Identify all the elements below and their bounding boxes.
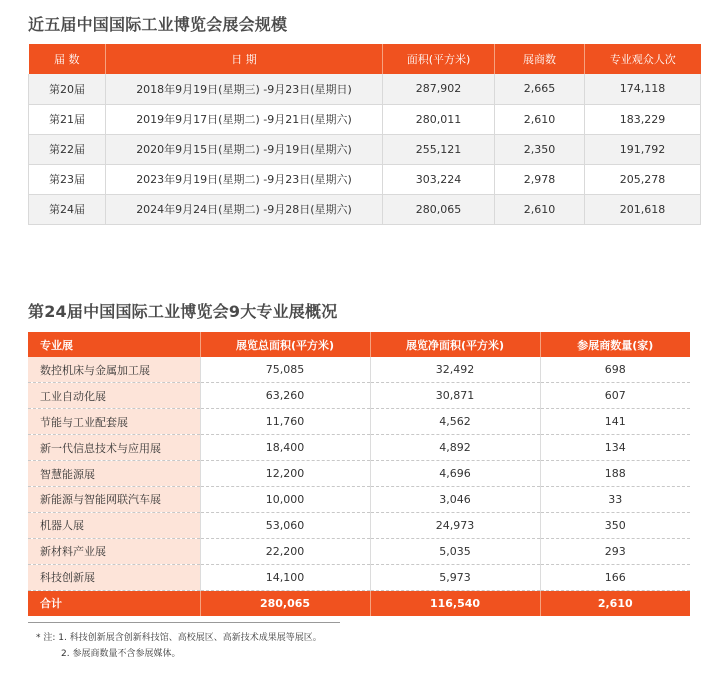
cell-net-area: 24,973 (370, 512, 540, 538)
cell-exhibitors: 2,610 (495, 104, 585, 134)
column-header-exhibition: 专业展 (28, 332, 200, 357)
exhibition-scale-table (28, 44, 701, 225)
cell-gross-area: 63,260 (200, 383, 370, 409)
total-gross-area: 280,065 (200, 590, 370, 616)
footnote-2: 2. 参展商数量不含参展媒体。 (61, 649, 181, 659)
cell-date: 2024年9月24日(星期二) -9月28日(星期六) (106, 194, 383, 224)
column-header-exhibitors: 展商数 (495, 44, 585, 74)
table1-title: 近五届中国国际工业博览会展会规模 (28, 15, 288, 34)
notes-divider (28, 622, 340, 623)
total-row (28, 590, 690, 616)
cell-visitors: 174,118 (585, 74, 701, 104)
table2-title: 第24届中国国际工业博览会9大专业展概况 (28, 302, 338, 321)
cell-net-area: 5,035 (370, 538, 540, 564)
cell-area: 303,224 (383, 164, 495, 194)
cell-visitors: 183,229 (585, 104, 701, 134)
table-row (28, 461, 690, 487)
cell-gross-area: 22,200 (200, 538, 370, 564)
cell-exhibitors: 2,610 (495, 194, 585, 224)
cell-gross-area: 12,200 (200, 461, 370, 487)
cell-net-area: 4,696 (370, 461, 540, 487)
cell-date: 2023年9月19日(星期二) -9月23日(星期六) (106, 164, 383, 194)
cell-net-area: 4,892 (370, 435, 540, 461)
cell-session: 第24届 (29, 194, 106, 224)
cell-exhibition-name: 新一代信息技术与应用展 (28, 435, 200, 461)
cell-date: 2020年9月15日(星期二) -9月19日(星期六) (106, 134, 383, 164)
cell-visitors: 191,792 (585, 134, 701, 164)
cell-gross-area: 14,100 (200, 564, 370, 590)
cell-exhibitors: 2,978 (495, 164, 585, 194)
cell-gross-area: 53,060 (200, 512, 370, 538)
cell-gross-area: 11,760 (200, 409, 370, 435)
total-net-area: 116,540 (370, 590, 540, 616)
total-label: 合计 (28, 590, 200, 616)
table-row (28, 538, 690, 564)
cell-gross-area: 75,085 (200, 357, 370, 383)
cell-exhibitor-count: 293 (540, 538, 690, 564)
cell-area: 280,065 (383, 194, 495, 224)
table-row (28, 564, 690, 590)
table-row (29, 194, 701, 224)
table2-header-row (28, 332, 690, 357)
cell-session: 第20届 (29, 74, 106, 104)
cell-gross-area: 18,400 (200, 435, 370, 461)
cell-date: 2018年9月19日(星期三) -9月23日(星期日) (106, 74, 383, 104)
cell-net-area: 4,562 (370, 409, 540, 435)
footnotes (36, 630, 322, 662)
cell-net-area: 30,871 (370, 383, 540, 409)
table-row (28, 383, 690, 409)
cell-exhibitor-count: 166 (540, 564, 690, 590)
table-row (28, 512, 690, 538)
cell-gross-area: 10,000 (200, 486, 370, 512)
cell-date: 2019年9月17日(星期二) -9月21日(星期六) (106, 104, 383, 134)
column-header-net-area: 展览净面积(平方米) (370, 332, 540, 357)
cell-exhibition-name: 机器人展 (28, 512, 200, 538)
cell-net-area: 3,046 (370, 486, 540, 512)
column-header-gross-area: 展览总面积(平方米) (200, 332, 370, 357)
cell-exhibitor-count: 350 (540, 512, 690, 538)
cell-visitors: 201,618 (585, 194, 701, 224)
table-row (29, 74, 701, 104)
cell-net-area: 5,973 (370, 564, 540, 590)
cell-exhibition-name: 新材料产业展 (28, 538, 200, 564)
cell-exhibitor-count: 134 (540, 435, 690, 461)
column-header-visitors: 专业观众人次 (585, 44, 701, 74)
column-header-area: 面积(平方米) (383, 44, 495, 74)
cell-exhibition-name: 智慧能源展 (28, 461, 200, 487)
cell-exhibition-name: 节能与工业配套展 (28, 409, 200, 435)
table-row (28, 435, 690, 461)
table-row (28, 486, 690, 512)
table-row (29, 134, 701, 164)
cell-area: 287,902 (383, 74, 495, 104)
table-row (29, 164, 701, 194)
cell-exhibitors: 2,350 (495, 134, 585, 164)
cell-session: 第21届 (29, 104, 106, 134)
cell-exhibition-name: 数控机床与金属加工展 (28, 357, 200, 383)
total-exhibitors: 2,610 (540, 590, 690, 616)
cell-area: 280,011 (383, 104, 495, 134)
footnote-1: * 注: 1. 科技创新展含创新科技馆、高校展区、高新技术成果展等展区。 (36, 633, 322, 643)
table-row (28, 357, 690, 383)
cell-session: 第22届 (29, 134, 106, 164)
specialty-exhibitions-table (28, 332, 690, 616)
cell-exhibition-name: 新能源与智能网联汽车展 (28, 486, 200, 512)
cell-exhibitor-count: 188 (540, 461, 690, 487)
cell-exhibition-name: 工业自动化展 (28, 383, 200, 409)
cell-exhibitor-count: 607 (540, 383, 690, 409)
cell-exhibitor-count: 33 (540, 486, 690, 512)
cell-session: 第23届 (29, 164, 106, 194)
cell-exhibitor-count: 141 (540, 409, 690, 435)
cell-exhibitor-count: 698 (540, 357, 690, 383)
column-header-date: 日 期 (106, 44, 383, 74)
cell-exhibitors: 2,665 (495, 74, 585, 104)
cell-net-area: 32,492 (370, 357, 540, 383)
column-header-exhibitor-count: 参展商数量(家) (540, 332, 690, 357)
cell-area: 255,121 (383, 134, 495, 164)
column-header-session: 届 数 (29, 44, 106, 74)
table-row (28, 409, 690, 435)
cell-exhibition-name: 科技创新展 (28, 564, 200, 590)
cell-visitors: 205,278 (585, 164, 701, 194)
table1-header-row (29, 44, 701, 74)
table-row (29, 104, 701, 134)
